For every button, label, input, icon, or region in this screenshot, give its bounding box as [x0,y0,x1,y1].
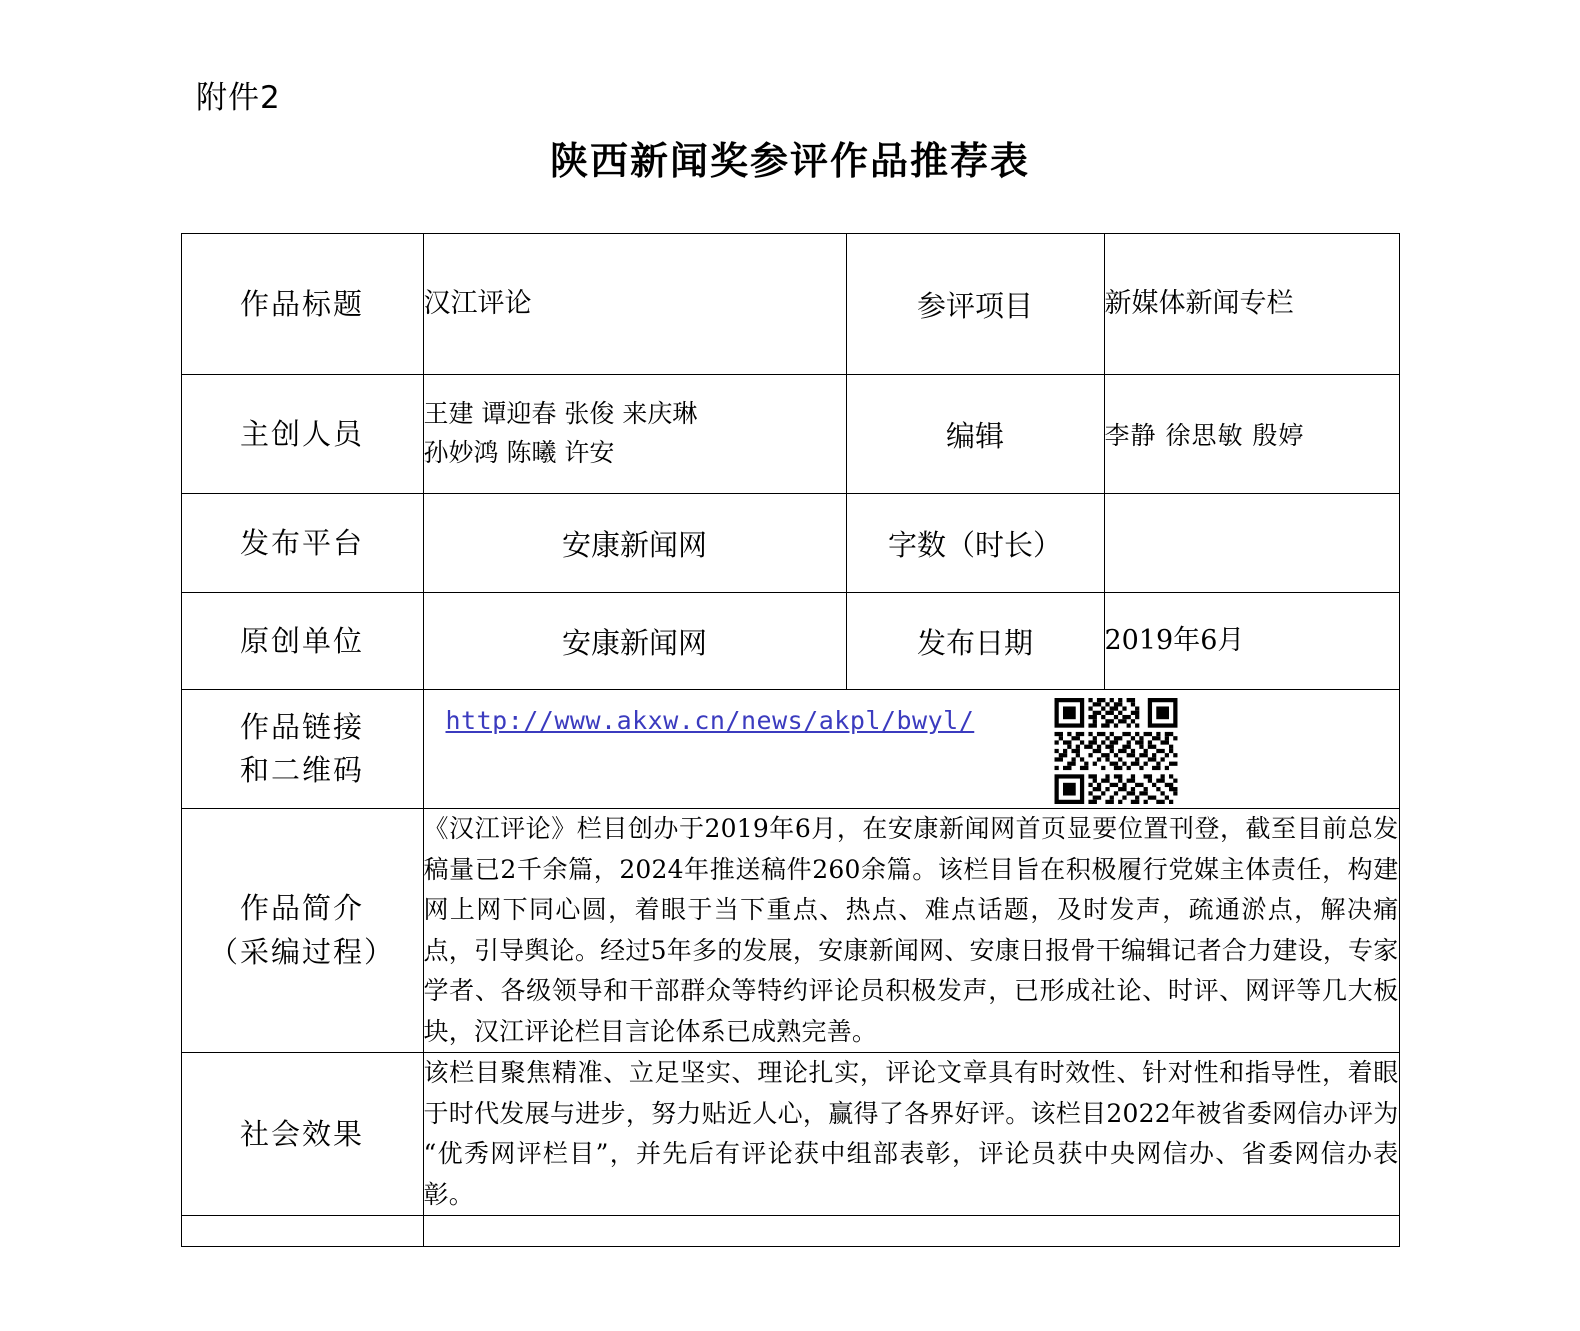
value-word-count [1104,494,1399,593]
table-row-partial-bottom [181,1216,1399,1247]
label-creators: 主创人员 [181,375,423,494]
table-row-work-title [181,234,1399,375]
table-row-creators [181,375,1399,494]
label-link-line-2: 和二维码 [239,753,364,787]
qr-code-icon [1054,698,1178,804]
recommendation-form-table [181,233,1400,1247]
page-title: 陕西新闻奖参评作品推荐表 [549,138,1030,183]
creators-line-1: 王建 谭迎春 张俊 来庆琳 [423,399,698,429]
table-row-link [181,690,1399,809]
table-row-summary [181,809,1399,1053]
attachment-label: 附件2 [196,80,281,116]
value-link-qr-cell [423,690,1399,809]
label-platform: 发布平台 [181,494,423,593]
label-summary [181,809,423,1053]
bottom-cell-value [423,1216,1399,1247]
value-social-effect: 该栏目聚焦精准、立足坚实、理论扎实，评论文章具有时效性、针对性和指导性，着眼于时代发展与进步，努力贴近人心，赢得了各界好评。该栏目2022年被省委网信办评为“优秀网评栏目”，并先后有评论获中组部表彰，评论员获中央网信办、省委网信办表彰。 [423,1053,1399,1216]
label-social-effect: 社会效果 [181,1053,423,1216]
label-link-qr [181,690,423,809]
label-summary-line-1: 作品简介 [239,891,364,925]
work-link[interactable]: http://www.akxw.cn/news/akpl/bwyl/ [445,706,975,735]
table-row-origin-unit [181,593,1399,690]
table-row-platform [181,494,1399,593]
creators-line-2: 孙妙鸿 陈曦 许安 [423,438,615,467]
value-platform: 安康新闻网 [423,494,846,593]
label-publish-date: 发布日期 [846,593,1104,690]
value-publish-date: 2019年6月 [1104,593,1399,690]
label-work-title: 作品标题 [181,234,423,375]
value-summary: 《汉江评论》栏目创办于2019年6月，在安康新闻网首页显要位置刊登，截至目前总发稿量已2千余篇，2024年推送稿件260余篇。该栏目旨在积极履行党媒主体责任，构建网上网下同心圆，着眼于当下重点、热点、难点话题，及时发声，疏通淤点，解决痛点，引导舆论。经过5年多的发展，安康新闻网、安康日报骨干编辑记者合力建设，专家学者、各级领导和干部群众等特约评论员积极发声，已形成社论、时评、网评等几大板块，汉江评论栏目言论体系已成熟完善。 [423,809,1399,1053]
label-link-line-1: 作品链接 [239,709,364,744]
label-summary-line-2: （采编过程） [208,934,395,969]
bottom-cell-label [181,1216,423,1247]
label-editors: 编辑 [846,375,1104,494]
table-row-social-effect [181,1053,1399,1216]
value-origin-unit: 安康新闻网 [423,593,846,690]
value-editors: 李静 徐思敏 殷婷 [1104,375,1399,494]
label-entry-category: 参评项目 [846,234,1104,375]
label-origin-unit: 原创单位 [181,593,423,690]
value-work-title: 汉江评论 [423,234,846,375]
label-word-count: 字数（时长） [846,494,1104,593]
value-entry-category: 新媒体新闻专栏 [1104,234,1399,375]
value-creators [423,375,846,494]
